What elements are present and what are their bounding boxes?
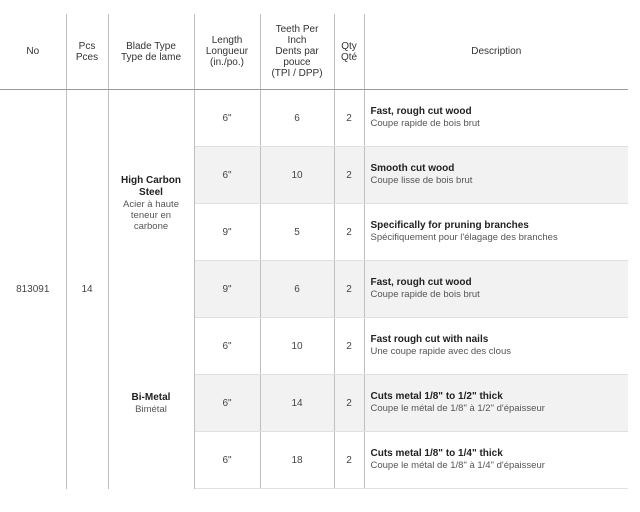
table-row xyxy=(0,90,628,147)
header-no: No xyxy=(0,14,66,90)
length-cell: 6" xyxy=(194,318,260,375)
length-cell: 6" xyxy=(194,90,260,147)
description-cell: Specifically for pruning branches Spécifiquement pour l'élagage des branches xyxy=(364,204,628,261)
description-cell: Cuts metal 1/8" to 1/4" thick Coupe le métal de 1/8" à 1/4" d'épaisseur xyxy=(364,432,628,489)
qty-cell: 2 xyxy=(334,432,364,489)
header-qty: Qty Qté xyxy=(334,14,364,90)
tpi-cell: 14 xyxy=(260,375,334,432)
header-length: Length Longueur (in./po.) xyxy=(194,14,260,90)
tpi-cell: 6 xyxy=(260,261,334,318)
blade-spec-table xyxy=(0,14,628,489)
length-cell: 6" xyxy=(194,147,260,204)
length-cell: 9" xyxy=(194,204,260,261)
tpi-cell: 5 xyxy=(260,204,334,261)
tpi-cell: 6 xyxy=(260,90,334,147)
header-tpi: Teeth Per Inch Dents par pouce (TPI / DPP) xyxy=(260,14,334,90)
description-cell: Fast, rough cut wood Coupe rapide de bois brut xyxy=(364,261,628,318)
length-cell: 6" xyxy=(194,375,260,432)
header-row xyxy=(0,14,628,90)
tpi-cell: 10 xyxy=(260,147,334,204)
qty-cell: 2 xyxy=(334,318,364,375)
length-cell: 6" xyxy=(194,432,260,489)
qty-cell: 2 xyxy=(334,90,364,147)
length-cell: 9" xyxy=(194,261,260,318)
qty-cell: 2 xyxy=(334,147,364,204)
item-number: 813091 xyxy=(0,90,66,489)
tpi-cell: 10 xyxy=(260,318,334,375)
description-cell: Cuts metal 1/8" to 1/2" thick Coupe le métal de 1/8" à 1/2" d'épaisseur xyxy=(364,375,628,432)
qty-cell: 2 xyxy=(334,375,364,432)
description-cell: Fast, rough cut wood Coupe rapide de bois brut xyxy=(364,90,628,147)
header-pcs: Pcs Pces xyxy=(66,14,108,90)
blade-type-bi-metal: Bi-Metal Bimétal xyxy=(108,318,194,489)
description-cell: Fast rough cut with nails Une coupe rapide avec des clous xyxy=(364,318,628,375)
description-cell: Smooth cut wood Coupe lisse de bois brut xyxy=(364,147,628,204)
qty-cell: 2 xyxy=(334,261,364,318)
header-blade-type: Blade Type Type de lame xyxy=(108,14,194,90)
header-description: Description xyxy=(364,14,628,90)
tpi-cell: 18 xyxy=(260,432,334,489)
qty-cell: 2 xyxy=(334,204,364,261)
pieces-count: 14 xyxy=(66,90,108,489)
blade-type-high-carbon: High Carbon Steel Acier à haute teneur en carbone xyxy=(108,90,194,318)
